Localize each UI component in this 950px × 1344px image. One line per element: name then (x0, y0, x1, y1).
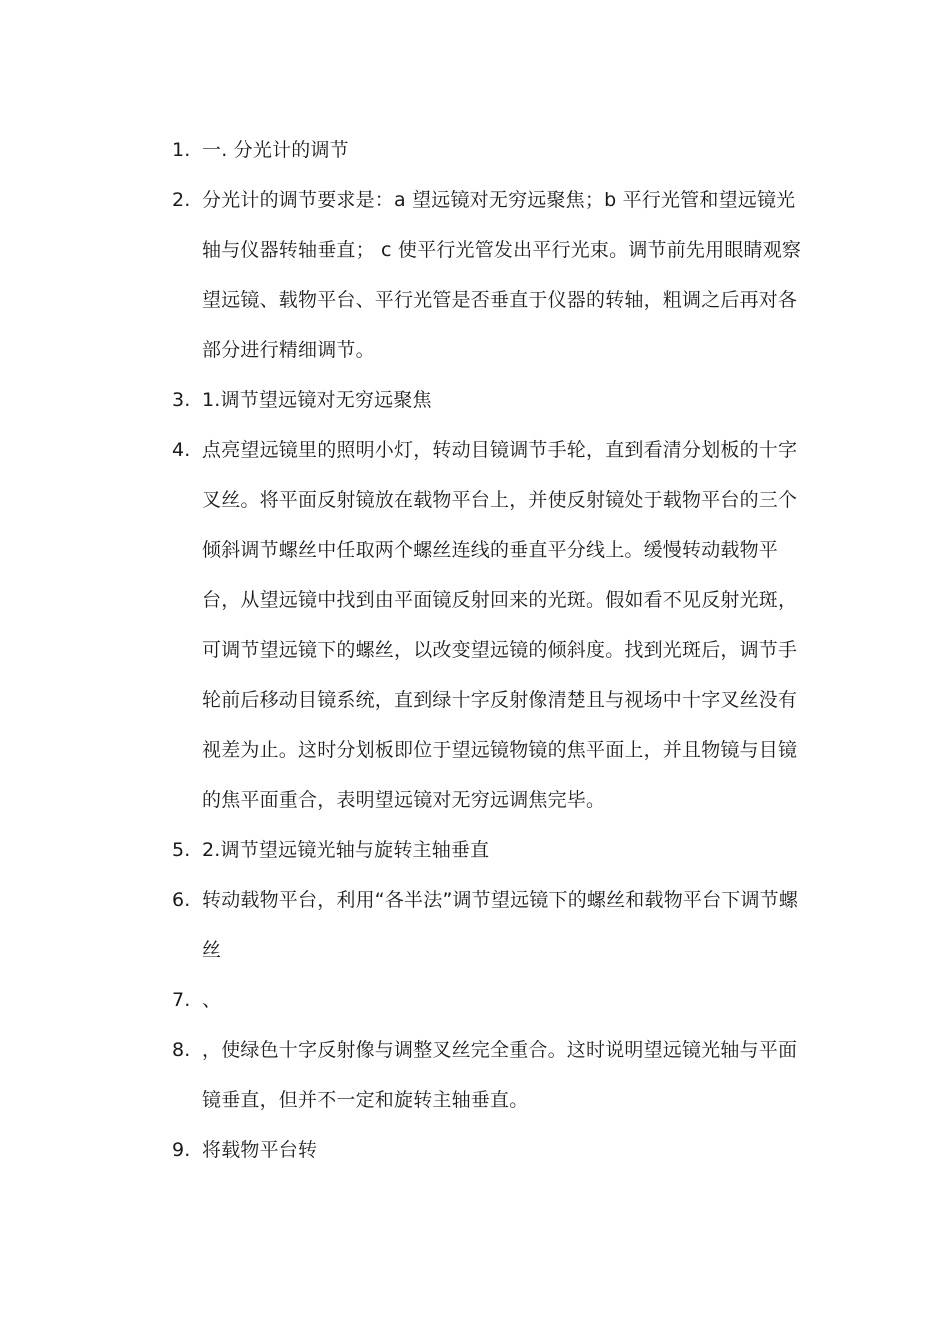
list-number: 7. (172, 989, 191, 1011)
list-number: 5. (172, 839, 191, 861)
list-text: 分光计的调节要求是：a 望远镜对无穷远聚焦；b 平行光管和望远镜光轴与仪器转轴垂直； c 使平行光管发出平行光束。调节前先用眼睛观察望远镜、载物平台、平行光管是否垂直于仪器的转轴，粗调之后再对各部分进行精细调节。 (202, 189, 802, 361)
list-text: 、 (202, 989, 222, 1011)
list-item (172, 125, 812, 175)
list-number: 9. (172, 1139, 191, 1161)
list-text: 将载物平台转 (202, 1139, 318, 1161)
list-number: 4. (172, 439, 191, 461)
list-number: 3. (172, 389, 191, 411)
list-number: 8. (172, 1039, 191, 1061)
list-text: 1.调节望远镜对无穷远聚焦 (202, 389, 432, 411)
list-text: 点亮望远镜里的照明小灯，转动目镜调节手轮，直到看清分划板的十字叉丝。将平面反射镜放在载物平台上，并使反射镜处于载物平台的三个倾斜调节螺丝中任取两个螺丝连线的垂直平分线上。缓慢转动载物平台，从望远镜中找到由平面镜反射回来的光斑。假如看不见反射光斑，可调节望远镜下的螺丝，以改变望远镜的倾斜度。找到光斑后，调节手轮前后移动目镜系统，直到绿十字反射像清楚且与视场中十字叉丝没有视差为止。这时分划板即位于望远镜物镜的焦平面上，并且物镜与目镜的焦平面重合，表明望远镜对无穷远调焦完毕。 (202, 439, 798, 811)
numbered-list (172, 125, 812, 1175)
list-text: 转动载物平台，利用“各半法”调节望远镜下的螺丝和载物平台下调节螺丝 (202, 889, 799, 961)
list-item (172, 1125, 812, 1175)
list-text: 一. 分光计的调节 (202, 139, 349, 161)
list-text: ，使绿色十字反射像与调整叉丝完全重合。这时说明望远镜光轴与平面镜垂直，但并不一定和旋转主轴垂直。 (202, 1039, 798, 1111)
list-item (172, 425, 812, 825)
list-text: 2.调节望远镜光轴与旋转主轴垂直 (202, 839, 490, 861)
list-item (172, 825, 812, 875)
list-number: 2. (172, 189, 191, 211)
list-item (172, 875, 812, 975)
list-item (172, 375, 812, 425)
list-item (172, 175, 812, 375)
list-number: 6. (172, 889, 191, 911)
list-item (172, 1025, 812, 1125)
list-item (172, 975, 812, 1025)
list-number: 1. (172, 139, 191, 161)
